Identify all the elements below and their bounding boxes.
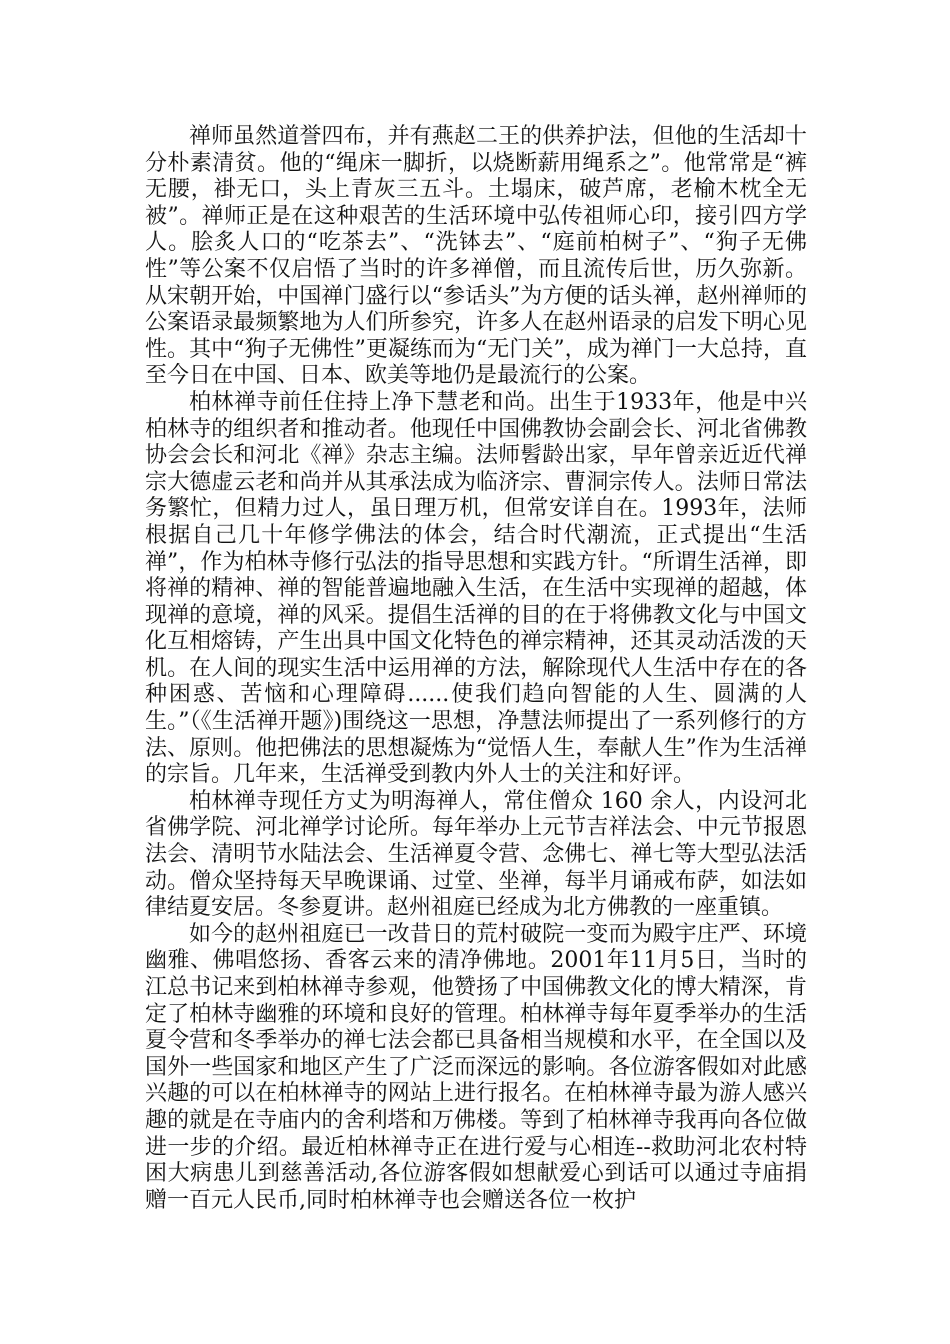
body-text (145, 124, 807, 1214)
paragraph-zhaozhou-life: 禅师虽然道誉四布，并有燕赵二王的供养护法，但他的生活却十分朴素清贫。他的“绳床一脚折，以烧断薪用绳系之”。他常常是“裤无腰，褂无口，头上青灰三五斗。土塌床，破芦席，老榆木枕全无被”。禅师正是在这种艰苦的生活环境中弘传祖师心印，接引四方学人。脍炙人口的“吃茶去”、“洗钵去”、“庭前柏树子”、“狗子无佛性”等公案不仅启悟了当时的许多禅僧，而且流传后世，历久弥新。从宋朝开始，中国禅门盛行以“参话头”为方便的话头禅，赵州禅师的公案语录最频繁地为人们所参究，许多人在赵州语录的启发下明心见性。其中“狗子无佛性”更凝练而为“无门关”，成为禅门一大总持，直至今日在中国、日本、欧美等地仍是最流行的公案。 (145, 124, 807, 389)
paragraph-current-abbot: 柏林禅寺现任方丈为明海禅人，常住僧众 160 余人，内设河北省佛学院、河北禅学讨论所。每年举办上元节吉祥法会、中元节报恩法会、清明节水陆法会、生活禅夏令营、念佛七、禅七等大型弘法活动。僧众坚持每天早晚课诵、过堂、坐禅，每半月诵戒布萨，如法如律结夏安居。冬参夏讲。赵州祖庭已经成为北方佛教的一座重镇。 (145, 788, 807, 921)
paragraph-today: 如今的赵州祖庭已一改昔日的荒村破院一变而为殿宇庄严、环境幽雅、佛唱悠扬、香客云来的清净佛地。2001年11月5日，当时的江总书记来到柏林禅寺参观，他赞扬了中国佛教文化的博大精深，肯定了柏林寺幽雅的环境和良好的管理。柏林禅寺每年夏季举办的生活夏令营和冬季举办的禅七法会都已具备相当规模和水平，在全国以及国外一些国家和地区产生了广泛而深远的影响。各位游客假如对此感兴趣的可以在柏林禅寺的网站上进行报名。在柏林禅寺最为游人感兴趣的就是在寺庙内的舍利塔和万佛楼。等到了柏林禅寺我再向各位做进一步的介绍。最近柏林禅寺正在进行爱与心相连--救助河北农村特困大病患儿到慈善活动,各位游客假如想献爱心到话可以通过寺庙捐赠一百元人民币,同时柏林禅寺也会赠送各位一枚护 (145, 921, 807, 1213)
paragraph-former-abbot: 柏林禅寺前任住持上净下慧老和尚。出生于1933年，他是中兴柏林寺的组织者和推动者。他现任中国佛教协会副会长、河北省佛教协会会长和河北《禅》杂志主编。法师髫龄出家，早年曾亲近近代禅宗大德虚云老和尚并从其承法成为临济宗、曹洞宗传人。法师日常法务繁忙，但精力过人，虽日理万机，但常安详自在。1993年，法师根据自己几十年修学佛法的体会，结合时代潮流，正式提出“生活禅”，作为柏林寺修行弘法的指导思想和实践方针。“所谓生活禅，即将禅的精神、禅的智能普遍地融入生活，在生活中实现禅的超越，体现禅的意境，禅的风采。提倡生活禅的目的在于将佛教文化与中国文化互相熔铸，产生出具中国文化特色的禅宗精神，还其灵动活泼的天机。在人间的现实生活中运用禅的方法，解除现代人生活中存在的各种困惑、苦恼和心理障碍......使我们趋向智能的人生、圆满的人生。”（《生活禅开题》)围绕这一思想，净慧法师提出了一系列修行的方法、原则。他把佛法的思想凝炼为“觉悟人生，奉献人生”作为生活禅的宗旨。几年来，生活禅受到教内外人士的关注和好评。 (145, 389, 807, 788)
